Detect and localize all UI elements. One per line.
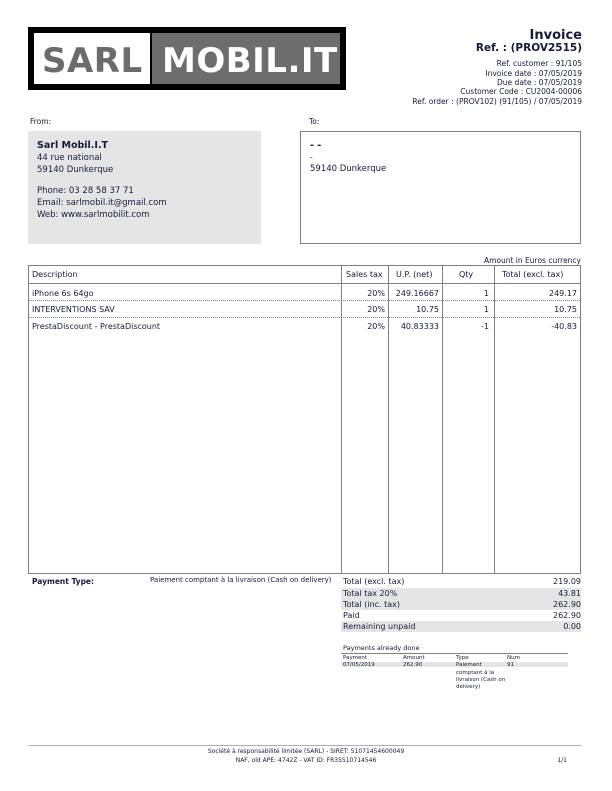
payments-header-shade (341, 662, 568, 667)
from-label: From: (30, 117, 52, 126)
total-value: 262.90 (553, 611, 581, 620)
table-row (29, 284, 580, 301)
payment-amount: 262.90 (403, 662, 423, 668)
sender-address1: 44 rue national (37, 153, 102, 163)
currency-note: Amount in Euros currency (483, 256, 581, 265)
invoice-lines-table (28, 265, 581, 574)
total-label: Total (inc. tax) (343, 600, 401, 609)
col-header-sales-tax: Sales tax (346, 270, 383, 279)
total-excl-tax-row (341, 576, 581, 587)
payment-type-line4: delivery) (456, 684, 481, 690)
to-label: To: (309, 117, 320, 126)
table-row (29, 300, 580, 317)
payment-date: 07/05/2019 (343, 662, 375, 668)
page-number: 1/1 (557, 757, 567, 764)
payments-divider (341, 653, 568, 654)
total-label: Total (excl. tax) (343, 577, 405, 586)
total-value: 0.00 (563, 622, 581, 631)
cell-qty: 1 (483, 305, 489, 314)
recipient-name: - - (310, 140, 322, 151)
cell-qty: -1 (481, 322, 489, 331)
total-label: Paid (343, 611, 360, 620)
logo-text-part2: MOBIL.IT (152, 33, 340, 84)
footer-legal-line1: Société à responsabilité limitée (SARL) - SIRET: 51071454600049 (207, 748, 405, 755)
cell-total: -40.83 (551, 322, 577, 331)
total-inc-tax-row (341, 599, 581, 610)
cell-unit-price: 10.75 (416, 305, 439, 314)
cell-unit-price: 40.83333 (400, 322, 439, 331)
payment-num: 91 (507, 662, 514, 668)
total-value: 219.09 (553, 577, 581, 586)
recipient-line2: 59140 Dunkerque (310, 164, 387, 174)
sender-name: Sarl Mobil.I.T (37, 140, 109, 151)
document-title: Invoice (529, 28, 582, 43)
total-label: Remaining unpaid (343, 622, 416, 631)
company-logo (28, 27, 346, 90)
total-value: 262.90 (553, 600, 581, 609)
document-ref: Ref. : (PROV2515) (475, 42, 582, 54)
cell-qty: 1 (483, 289, 489, 298)
recipient-line1: - (310, 153, 313, 162)
cell-total: 10.75 (554, 305, 577, 314)
footer-divider (28, 745, 581, 746)
ref-customer: Ref. customer : 91/105 (496, 59, 582, 68)
col-header-unit-price: U.P. (net) (396, 270, 433, 279)
cell-sales-tax: 20% (367, 305, 385, 314)
payments-col-amount: Amount (403, 655, 425, 661)
remaining-unpaid-row (341, 621, 581, 632)
payment-type-line1: Paiement (456, 662, 482, 668)
col-header-qty: Qty (459, 270, 474, 279)
sender-web: Web: www.sarlmobilit.com (37, 210, 150, 220)
total-label: Total tax 20% (343, 589, 398, 598)
customer-code: Customer Code : CU2004-00006 (460, 87, 582, 96)
sender-email: Email: sarlmobil.it@gmail.com (37, 198, 167, 208)
table-row (29, 317, 580, 334)
col-header-description: Description (32, 270, 78, 279)
recipient-box (300, 131, 581, 244)
cell-description: PrestaDiscount - PrestaDiscount (32, 322, 161, 331)
payment-type-line2: comptant à la (456, 670, 495, 676)
sender-phone: Phone: 03 28 58 37 71 (37, 186, 134, 196)
total-value: 43.81 (558, 589, 581, 598)
cell-description: iPhone 6s 64go (32, 289, 94, 298)
cell-total: 249.17 (549, 289, 577, 298)
ref-order: Ref. order : (PROV102) (91/105) / 07/05/2019 (412, 97, 582, 106)
payments-done-title: Payments already done (343, 644, 420, 652)
logo-text-part1: SARL (34, 33, 150, 84)
payment-type-value: Paiement comptant à la livraison (Cash on delivery) (150, 576, 332, 584)
col-header-total: Total (excl. tax) (502, 270, 564, 279)
sender-address2: 59140 Dunkerque (37, 165, 114, 175)
payments-col-payment: Payment (343, 655, 368, 661)
footer-legal-line2: NAF, old APE: 4742Z - VAT ID: FR35510714546 (235, 757, 377, 764)
payment-type-line3: livraison (Cash on (456, 677, 506, 683)
cell-unit-price: 249.16667 (395, 289, 439, 298)
payment-type-label: Payment Type: (32, 577, 95, 586)
payments-col-num: Num (507, 655, 520, 661)
invoice-date: Invoice date : 07/05/2019 (485, 69, 582, 78)
sender-box (28, 131, 261, 244)
due-date: Due date : 07/05/2019 (497, 78, 582, 87)
payments-col-type: Type (456, 655, 469, 661)
paid-row (341, 610, 581, 621)
cell-description: INTERVENTIONS SAV (32, 305, 115, 314)
cell-sales-tax: 20% (367, 322, 385, 331)
cell-sales-tax: 20% (367, 289, 385, 298)
total-tax-row (341, 588, 581, 599)
